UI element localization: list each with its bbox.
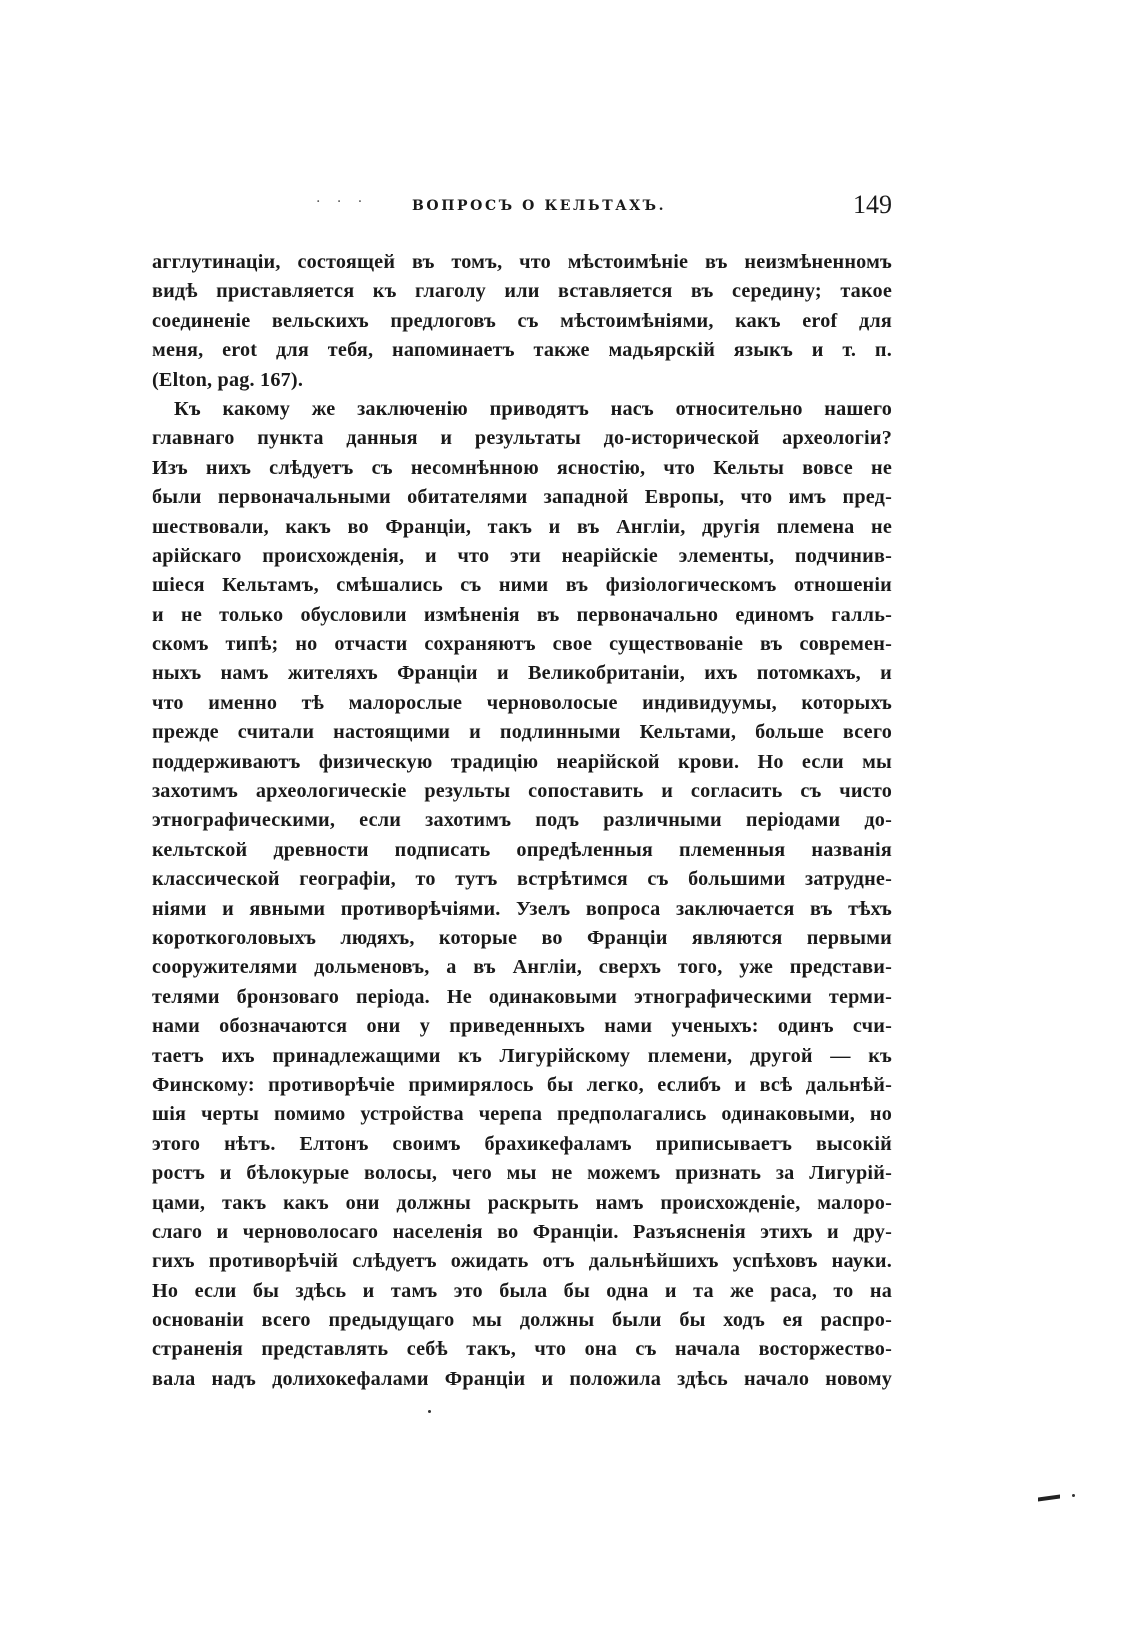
text-line: что именно тѣ малорослые черноволосые индивидуумы, которыхъ (152, 691, 892, 714)
text-line: были первоначальными обитателями западной Европы, что имъ пред- (152, 486, 892, 509)
text-line: телями бронзоваго перiода. Не одинаковыми этнографическими терми- (152, 985, 892, 1008)
text-line: Изъ нихъ слѣдуетъ съ несомнѣнною ясностiю, что Кельты вовсе не (152, 456, 892, 479)
print-speck (1072, 1494, 1075, 1497)
text-line: слаго и черноволосаго населенiя во Францiи. Разъясненiя этихъ и дру- (152, 1220, 892, 1243)
text-line: и не только обусловили измѣненiя въ первоначально единомъ галль- (152, 603, 892, 626)
header-specks: · · · (316, 194, 369, 210)
text-line: гихъ противорѣчiй слѣдуетъ ожидать отъ дальнѣйшихъ успѣховъ науки. (152, 1250, 892, 1273)
text-line: таетъ ихъ принадлежащими къ Лигурiйскому племени, другой — къ (152, 1044, 892, 1067)
text-line: цами, такъ какъ они должны раскрыть намъ происхожденiе, малоро- (152, 1191, 892, 1214)
print-speck (428, 1410, 431, 1413)
text-line: поддерживаютъ физическую традицiю неарiйской крови. Но если мы (152, 750, 892, 773)
text-line: нiями и явными противорѣчiями. Узелъ вопроса заключается въ тѣхъ (152, 897, 892, 920)
text-line: короткоголовыхъ людяхъ, которые во Францiи являются первыми (152, 926, 892, 949)
text-line: агглутинацiи, состоящей въ томъ, что мѣстоимѣнiе въ неизмѣненномъ (152, 251, 892, 273)
text-line: этнографическими, если захотимъ подъ различными перiодами до- (152, 809, 892, 832)
text-line: шiеся Кельтамъ, смѣшались съ ними въ физiологическомъ отношенiи (152, 574, 892, 597)
text-line: этого нѣтъ. Елтонъ своимъ брахикефаламъ приписываетъ высокiй (152, 1132, 892, 1155)
text-line: прежде считали настоящими и подлинными Кельтами, больше всего (152, 721, 892, 744)
text-line: Но если бы здѣсь и тамъ это была бы одна и та же раса, то на (152, 1279, 892, 1302)
text-line: вала надъ долихокефалами Францiи и положила здѣсь начало новому (152, 1367, 892, 1390)
text-line: Финскому: противорѣчiе примирялось бы легко, еслибъ и всѣ дальнѣй- (152, 1073, 892, 1096)
text-line: скомъ типѣ; но отчасти сохраняютъ свое существованiе въ современ- (152, 633, 892, 656)
text-line: кельтской древности подписать опредѣленныя племенныя названiя (152, 838, 892, 861)
body-text (152, 248, 892, 1394)
text-line: арiйскаго происхожденiя, и что эти неарiйскiе элементы, подчинив- (152, 544, 892, 567)
page-header (152, 190, 892, 230)
text-line: нами обозначаются они у приведенныхъ нами ученыхъ: одинъ счи- (152, 1015, 892, 1038)
text-line: основанiи всего предыдущаго мы должны были бы ходъ ея распро- (152, 1309, 892, 1332)
text-line: меня, erot для тебя, напоминаетъ также мадьярскiй языкъ и т. п. (152, 339, 892, 362)
text-line: шествовали, какъ во Францiи, такъ и въ Англiи, другiя племена не (152, 515, 892, 538)
page-number: 149 (853, 190, 892, 219)
text-line: (Elton, pag. 167). (152, 368, 304, 391)
text-line: соединенiе вельскихъ предлоговъ съ мѣстоимѣнiями, какъ erof для (152, 309, 892, 332)
text-line: страненiя представлять себѣ такъ, что она съ начала восторжество- (152, 1338, 892, 1361)
running-title: ВОПРОСЪ О КЕЛЬТАХЪ. (412, 198, 667, 214)
text-line: ныхъ намъ жителяхъ Францiи и Великобританiи, ихъ потомкахъ, и (152, 662, 892, 685)
text-line: ростъ и бѣлокурые волосы, чего мы не можемъ признать за Лигурiй- (152, 1162, 892, 1185)
text-line: Къ какому же заключенiю приводятъ насъ относительно нашего (174, 397, 892, 420)
text-line: шiя черты помимо устройства черепа предполагались одинаковыми, но (152, 1103, 892, 1126)
text-line: главнаго пункта данныя и результаты до-исторической археологiи? (152, 427, 892, 450)
text-line: захотимъ археологическiе результы сопоставить и согласить съ чисто (152, 780, 892, 803)
text-line: классической географiи, то тутъ встрѣтимся съ большими затрудне- (152, 868, 892, 891)
text-line: сооружителями дольменовъ, а въ Англiи, сверхъ того, уже представи- (152, 956, 892, 979)
text-line: видѣ приставляется къ глаголу или вставляется въ середину; такое (152, 280, 892, 303)
margin-mark (1038, 1494, 1060, 1501)
